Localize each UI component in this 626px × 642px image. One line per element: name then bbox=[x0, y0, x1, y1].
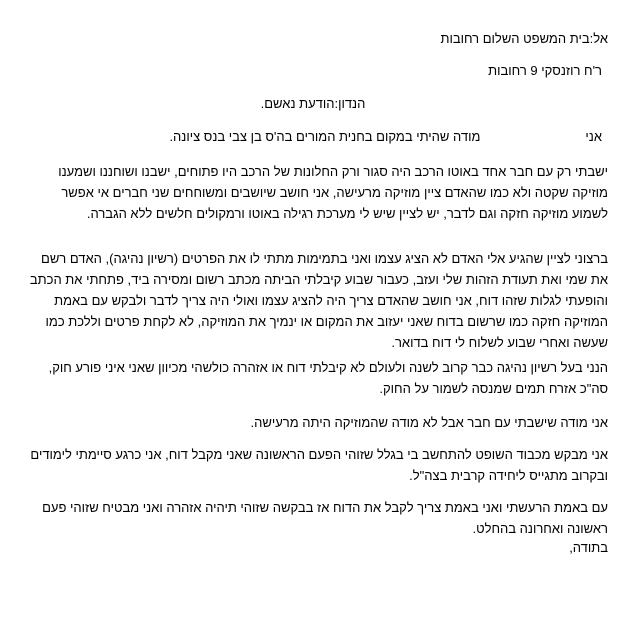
intro-prefix: אני bbox=[585, 129, 602, 144]
paragraph-5: אני מבקש מכבוד השופט להתחשב בי בגלל שזוהי הפעם הראשונה שאני מקבל דוח, אני כרגע סיימתי לימודים ובקרוב מתגייס ליחידה קרבית בצה"ל. bbox=[30, 447, 608, 483]
recipient-line: אל:בית המשפט השלום רחובות bbox=[440, 31, 608, 46]
subject-line: הנדון:הודעת נאשם. bbox=[260, 96, 366, 111]
intro-rest: מודה שהיתי במקום בחנית המורים בה'ס בן צבי בנס ציונה. bbox=[169, 129, 481, 144]
paragraph-4: אני מודה שישבתי עם חבר אבל לא מודה שהמוזיקה היתה מרעישה. bbox=[250, 415, 608, 430]
address-line: ר'ח רוזנסקי 9 רחובות bbox=[488, 63, 602, 78]
paragraph-3: הנני בעל רשיון נהיגה כבר קרוב לשנה ולעולם לא קיבלתי דוח או אזהרה כולשהי מכיוון שאני איני פורע חוק, סה"כ אזרח תמים שמנסה לשמור על החוק. bbox=[48, 360, 608, 396]
paragraph-2: ברצוני לציין שהגיע אלי האדם לא הציג עצמו ואני בתמימות מתתי לו את הפרטים (רשיון נהיגה), האדם רשם את שמי ואת תעודת הזהות שלי ועזב, כעבור שבוע קיבלתי הביתה מכתב רשום ומסירה ביד, פתחתי את הכתב והופעתי לגלות שזהו דוח, אני חושב שהאדם צריך היה להציג עצמו ואולי היה צריך לדבר ולבקש עם באמת המוזיקה חזקה כמו שרשום בדוח שאני יעזוב את המקום או ינמיך את המוזיקה, לא לקחת פרטים וללכת כמו שעשה ואחרי שבוע לשלוח לי דוח בדואר. bbox=[29, 251, 608, 350]
intro-line bbox=[169, 126, 602, 148]
paragraph-1: ישבתי רק עם חבר אחד באוטו הרכב היה סגור ורק החלונות של הרכב היו פתוחים, ישבנו ושוחננו ושמענו מוזיקה שקטה ולא כמו שהאדם ציין מוזיקה מרעישה, אני חושב שיושבים ומשוחחים שני חברים אי אפשר לשמוע מוזיקה חזקה וגם לדבר, יש לציין שיש לי מערכת רגילה באוטו ורמקולים חלשים ללא הגברה. bbox=[58, 164, 608, 221]
paragraph-6: עם באמת הרעשתי ואני באמת צריך לקבל את הדוח אז בבקשה שזוהי תיהיה אזהרה ואני מבטיח שזוהי פעם ראשונה ואחרונה בהחלט. bbox=[42, 500, 608, 536]
closing-line: בתודה, bbox=[569, 540, 608, 555]
